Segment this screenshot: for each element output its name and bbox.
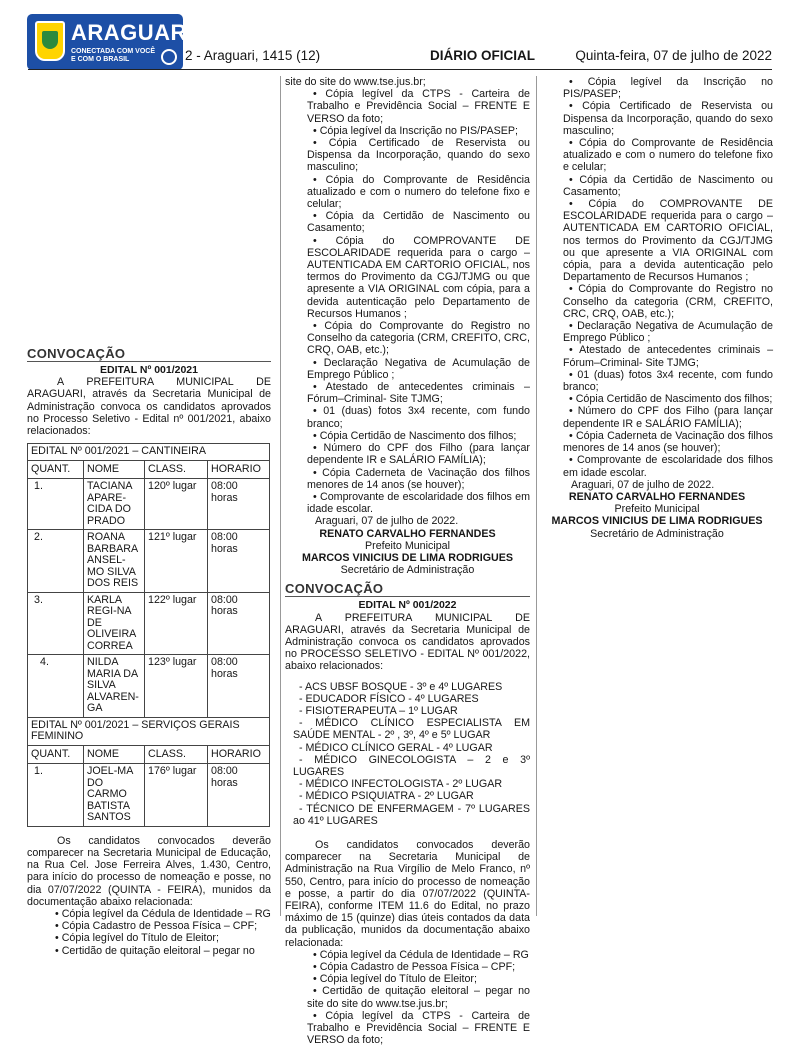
instructions-paragraph: Os candidatos convocados deverão comparecer na Secretaria Municipal de Administração na Rua Virgílio de Melo Franco, nº 550, Centro, para início do processo de nomeação e posse, a partir do dia 07/07/2022 (QUINTA-FEIRA), conforme ITEM 11.6 do Edital, no prazo máximo de 15 (quinze) dias úteis contados da data da publicação, munidos da documentação abaixo relacionada: xyxy=(285,838,530,949)
column-divider-2 xyxy=(536,76,537,916)
table-row: 2. ROANA BARBARA ANSEL-MO SILVA DOS REIS 121º lugar 08:00 horas xyxy=(28,530,270,593)
list-item: • Cópia legível do Título de Eleitor; xyxy=(285,973,530,985)
column-2 xyxy=(285,76,530,1046)
list-item: • Cópia legível da Cédula de Identidade – RG xyxy=(285,949,530,961)
signer-name: MARCOS VINICIUS DE LIMA RODRIGUES xyxy=(302,551,513,564)
publication-title: DIÁRIO OFICIAL xyxy=(430,48,535,63)
logo-tagline xyxy=(71,48,155,64)
list-item: • Cópia Certificado de Reservista ou Dispensa da Incorporação, quando do sexo masculino; xyxy=(285,137,530,174)
column-header-quant: QUANT. xyxy=(28,460,84,479)
list-item: • 01 (duas) fotos 3x4 recente, com fundo branco; xyxy=(541,369,773,393)
list-item: • Cópia legível da Inscrição no PIS/PASEP; xyxy=(285,125,530,137)
list-item: • Cópia do Comprovante de Residência atualizado e com o numero do telefone fixo e celular; xyxy=(541,137,773,174)
signer-name: MARCOS VINICIUS DE LIMA RODRIGUES xyxy=(551,515,763,528)
signer-name: RENATO CARVALHO FERNANDES xyxy=(319,527,496,540)
table-row: 4. NILDA MARIA DA SILVA ALVAREN-GA 123º lugar 08:00 horas xyxy=(28,655,270,718)
list-item: • Cópia do Comprovante do Registro no Conselho da categoria (CRM, CREFITO, CRC, CRQ, OAB, etc.); xyxy=(541,283,773,320)
intro-paragraph: A PREFEITURA MUNICIPAL DE ARAGUARI, através da Secretaria Municipal de Administração convoca os candidatos aprovados no Processo Seletivo - Edital nº 001/2021, abaixo relacionados: xyxy=(27,376,271,438)
cantineira-table xyxy=(27,443,270,827)
list-item: • Cópia da Certidão de Nascimento ou Casamento; xyxy=(285,210,530,234)
list-item: • Número do CPF dos Filho (para lançar dependente IR e SALÁRIO FAMÍLIA); xyxy=(285,442,530,466)
intro-paragraph: A PREFEITURA MUNICIPAL DE ARAGUARI, através da Secretaria Municipal de Administração convoca os candidatos aprovados no PROCESSO SELETIVO - EDITAL Nº 001/2022, abaixo relacionados: xyxy=(285,611,530,673)
list-item: • Cópia legível da Cédula de Identidade – RG xyxy=(27,908,271,920)
signature-date: Araguari, 07 de julho de 2022. xyxy=(315,515,459,528)
city-crest-icon xyxy=(35,21,65,61)
list-item: - MÉDICO PSIQUIATRA - 2º LUGAR xyxy=(299,790,474,803)
instructions-paragraph: Os candidatos convocados deverão comparecer na Secretaria Municipal de Educação, na Rua Cel. Jose Ferreira Alves, 1.430, Centro, para início do processo de nomeação e posse, no dia 07/07/2022 (QUINTA - FEIRA), munidos da documentação abaixo relacionada: xyxy=(27,834,271,908)
list-item: • Cópia Cadastro de Pessoa Física – CPF; xyxy=(27,920,271,932)
list-item: • Cópia Caderneta de Vacinação dos filhos menores de 14 anos (se houver); xyxy=(285,467,530,491)
list-item: • Número do CPF dos Filho (para lançar dependente IR e SALÁRIO FAMÍLIA); xyxy=(541,405,773,429)
list-item: - EDUCADOR FÍSICO - 4º LUGARES xyxy=(299,692,479,705)
signer-role: Secretário de Administração xyxy=(590,527,724,540)
signer-role: Prefeito Municipal xyxy=(365,539,450,552)
list-item: • Cópia Certificado de Reservista ou Dispensa da Incorporação, quando do sexo masculino; xyxy=(541,100,773,137)
list-item: • Cópia legível da CTPS - Carteira de Trabalho e Previdência Social – FRENTE E VERSO da foto; xyxy=(285,1010,530,1046)
section-title: CONVOCAÇÃO xyxy=(27,346,271,362)
list-item: • Cópia do Comprovante de Residência atualizado e com o numero do telefone fixo e celular; xyxy=(285,174,530,211)
column-header-class: CLASS. xyxy=(145,745,208,764)
column-header-quant: QUANT. xyxy=(28,745,84,764)
list-item: • Comprovante de escolaridade dos filhos em idade escolar. xyxy=(285,491,530,515)
list-item: • Cópia da Certidão de Nascimento ou Casamento; xyxy=(541,174,773,198)
list-item: • Cópia do Comprovante do Registro no Conselho da categoria (CRM, CREFITO, CRC, CRQ, OAB, etc.); xyxy=(285,320,530,357)
column-header-horario: HORARIO xyxy=(208,460,270,479)
list-item: • Cópia Certidão de Nascimento dos filhos; xyxy=(285,430,530,442)
list-item: - ACS UBSF BOSQUE - 3º e 4º LUGARES xyxy=(299,680,503,693)
edital-title: EDITAL Nº 001/2021 xyxy=(100,364,198,376)
list-item: - FISIOTERAPEUTA – 1º LUGAR xyxy=(299,704,458,717)
column-header-horario: HORARIO xyxy=(208,745,270,764)
seal-icon xyxy=(161,49,177,65)
column-1 xyxy=(27,346,271,957)
list-item: • 01 (duas) fotos 3x4 recente, com fundo branco; xyxy=(285,405,530,429)
header-divider xyxy=(28,69,772,70)
list-item: • Cópia legível da Inscrição no PIS/PASEP; xyxy=(541,76,773,100)
signer-role: Prefeito Municipal xyxy=(614,503,700,516)
list-item: • Cópia Certidão de Nascimento dos filhos; xyxy=(541,393,773,405)
list-item: • Cópia do COMPROVANTE DE ESCOLARIDADE requerida para o cargo – AUTENTICADA EM CARTORIO OFICIAL, nos termos do Provimento da CGJ/TJMG ou que apresente a VIA ORIGINAL com cópia, para a devida autenticação pelo Departamento de Recursos Humanos ; xyxy=(541,198,773,283)
column-header-nome: NOME xyxy=(84,460,145,479)
logo-tagline-line-2: E COM O BRASIL xyxy=(71,56,130,63)
list-item: • Certidão de quitação eleitoral – pegar no site do site do www.tse.jus.br; xyxy=(285,985,530,1009)
section-title: CONVOCAÇÃO xyxy=(285,581,530,597)
edition-info: 2 - Araguari, 1415 (12) xyxy=(185,48,321,63)
list-item: • Declaração Negativa de Acumulação de Emprego Público ; xyxy=(285,357,530,381)
list-item: • Certidão de quitação eleitoral – pegar no xyxy=(27,945,271,957)
list-item: - MÉDICO CLÍNICO ESPECIALISTA EM SAÚDE MENTAL - 2º , 3º, 4º e 5º LUGAR xyxy=(293,717,530,742)
list-item: - MÉDICO INFECTOLOGISTA - 2º LUGAR xyxy=(299,778,503,791)
table-row: 3. KARLA REGI-NA DE OLIVEIRA CORREA 122º lugar 08:00 horas xyxy=(28,592,270,655)
signer-role: Secretário de Administração xyxy=(340,564,475,577)
list-item: - MÉDICO GINECOLOGISTA – 2 e 3º LUGARES xyxy=(293,753,530,778)
list-item: • Cópia legível da CTPS - Carteira de Trabalho e Previdência Social – FRENTE E VERSO da foto; xyxy=(285,88,530,125)
list-item: • Comprovante de escolaridade dos filhos em idade escolar. xyxy=(541,454,773,478)
list-item: • Atestado de antecedentes criminais – Fórum–Criminal- Site TJMG; xyxy=(541,344,773,368)
list-item: - MÉDICO CLÍNICO GERAL - 4º LUGAR xyxy=(299,741,493,754)
column-header-nome: NOME xyxy=(84,745,145,764)
table-title: EDITAL Nº 001/2021 – SERVIÇOS GERAIS FEMININO xyxy=(28,717,270,745)
table-row: 1. JOEL-MA DO CARMO BATISTA SANTOS 176º lugar 08:00 horas xyxy=(28,764,270,827)
list-item: • Declaração Negativa de Acumulação de Emprego Público ; xyxy=(541,320,773,344)
table-title: EDITAL Nº 001/2021 – CANTINEIRA xyxy=(28,444,270,461)
column-divider-1 xyxy=(280,76,281,916)
list-item: • Cópia Caderneta de Vacinação dos filhos menores de 14 anos (se houver); xyxy=(541,430,773,454)
araguari-logo xyxy=(27,14,194,70)
list-item: - TÉCNICO DE ENFERMAGEM - 7º LUGARES ao 41º LUGARES xyxy=(293,802,530,827)
edital-title: EDITAL Nº 001/2022 xyxy=(358,599,457,612)
signature-date: Araguari, 07 de julho de 2022. xyxy=(571,478,715,491)
column-3 xyxy=(541,76,773,540)
list-item: site do site do www.tse.jus.br; xyxy=(285,76,426,88)
table-row: 1. TACIANA APARE-CIDA DO PRADO 120º lugar 08:00 horas xyxy=(28,479,270,530)
publication-date: Quinta-feira, 07 de julho de 2022 xyxy=(575,48,772,63)
logo-name: ARAGUARI xyxy=(71,20,194,45)
signer-name: RENATO CARVALHO FERNANDES xyxy=(568,490,746,503)
logo-tagline-line-1: CONECTADA COM VOCÊ xyxy=(71,48,155,55)
list-item: • Cópia do COMPROVANTE DE ESCOLARIDADE requerida para o cargo – AUTENTICADA EM CARTORIO OFICIAL, nos termos do Provimento da CGJ/TJMG ou que apresente a VIA ORIGINAL com cópia, para a devida autenticação pelo Departamento de Recursos Humanos ; xyxy=(285,235,530,320)
list-item: • Atestado de antecedentes criminais – Fórum–Criminal- Site TJMG; xyxy=(285,381,530,405)
list-item: • Cópia legível do Título de Eleitor; xyxy=(27,932,271,944)
column-header-class: CLASS. xyxy=(145,460,208,479)
list-item: • Cópia Cadastro de Pessoa Física – CPF; xyxy=(285,961,530,973)
